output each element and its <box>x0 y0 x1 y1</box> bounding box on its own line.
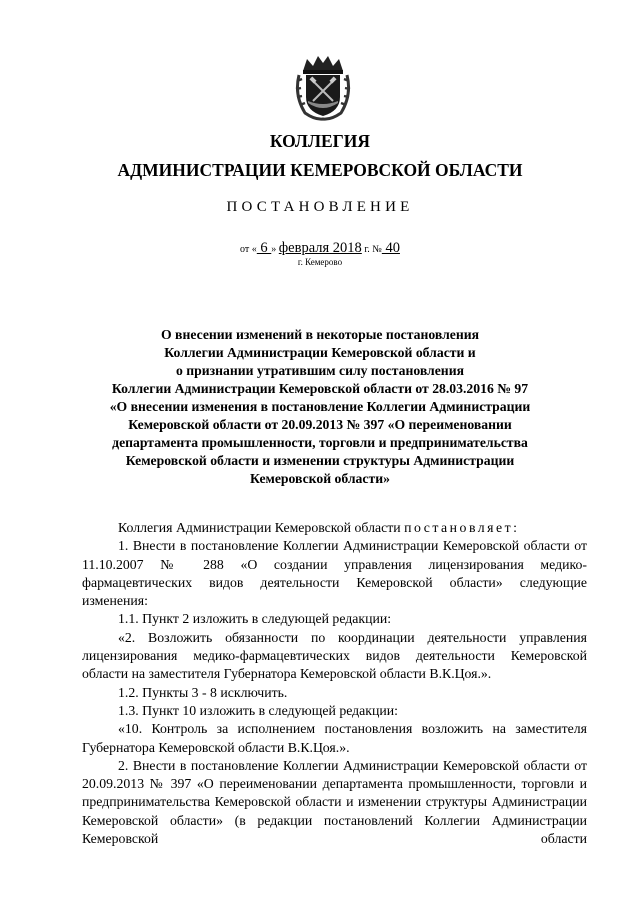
paragraph-1: 1. Внести в постановление Коллегии Администрации Кемеровской области от 11.10.2007 № 288 «О создании управления лицензирования медико-фармацевтических видов деятельности Кемеровской области» следующие изменения: <box>82 538 587 609</box>
document-body <box>82 519 587 848</box>
subject-line: Кемеровской области» <box>250 471 390 486</box>
paragraph-1-3: 1.3. Пункт 10 изложить в следующей редакции: <box>118 702 398 718</box>
subject-line: Кемеровской области от 20.09.2013 № 397 «О переименовании <box>128 417 512 432</box>
city-name: г. Кемерово <box>297 257 343 267</box>
intro-text: Коллегия Администрации Кемеровской области <box>118 520 405 535</box>
document-number: 40 <box>381 240 400 256</box>
subject-line: Коллегии Администрации Кемеровской области и <box>164 345 476 360</box>
coat-of-arms-emblem <box>293 55 353 121</box>
date-mid: » <box>271 244 279 255</box>
subject-line: Коллегии Администрации Кемеровской области от 28.03.2016 № 97 <box>111 381 529 396</box>
date-year-suffix: г. № <box>361 244 382 255</box>
paragraph-2: 2. Внести в постановление Коллегии Администрации Кемеровской области от 20.09.2013 № 397 «О переименовании департамента промышленности, торговли и предпринимательства Кемеровской области и изменении структуры Администрации Кемеровской области» (в редакции постановлений Коллегии Администрации Кемеровской области <box>82 757 587 847</box>
date-number-line <box>0 240 640 257</box>
subject-line: Кемеровской области и изменении структуры Администрации <box>125 453 515 468</box>
date-day: 6 <box>256 240 272 256</box>
paragraph-1-1-text: «2. Возложить обязанности по координации деятельности управления лицензирования медико-фармацевтических видов деятельности Кемеровской области на заместителя Губернатора Кемеровской области В.К.Цоя.». <box>82 629 587 682</box>
paragraph-1-1: 1.1. Пункт 2 изложить в следующей редакции: <box>118 611 392 627</box>
subject-line: «О внесении изменения в постановление Коллегии Администрации <box>109 399 531 414</box>
document-type: ПОСТАНОВЛЕНИЕ <box>226 199 414 215</box>
document-subject <box>60 326 580 488</box>
date-prefix: от « <box>240 244 257 255</box>
intro-paragraph <box>82 519 587 537</box>
subject-line: о признании утратившим силу постановления <box>176 363 464 378</box>
subject-line: департамента промышленности, торговли и предпринимательства <box>112 435 528 450</box>
organization-title: АДМИНИСТРАЦИИ КЕМЕРОВСКОЙ ОБЛАСТИ <box>117 160 523 180</box>
intro-spaced-word: постановляет: <box>404 520 520 535</box>
paragraph-1-2: 1.2. Пункты 3 - 8 исключить. <box>118 684 288 700</box>
paragraph-1-3-text: «10. Контроль за исполнением постановления возложить на заместителя Губернатора Кемеровской области В.К.Цоя.». <box>82 721 587 755</box>
subject-line: О внесении изменений в некоторые постановления <box>160 327 480 342</box>
date-month-year: февраля 2018 <box>278 240 362 256</box>
council-title: КОЛЛЕГИЯ <box>269 131 371 151</box>
